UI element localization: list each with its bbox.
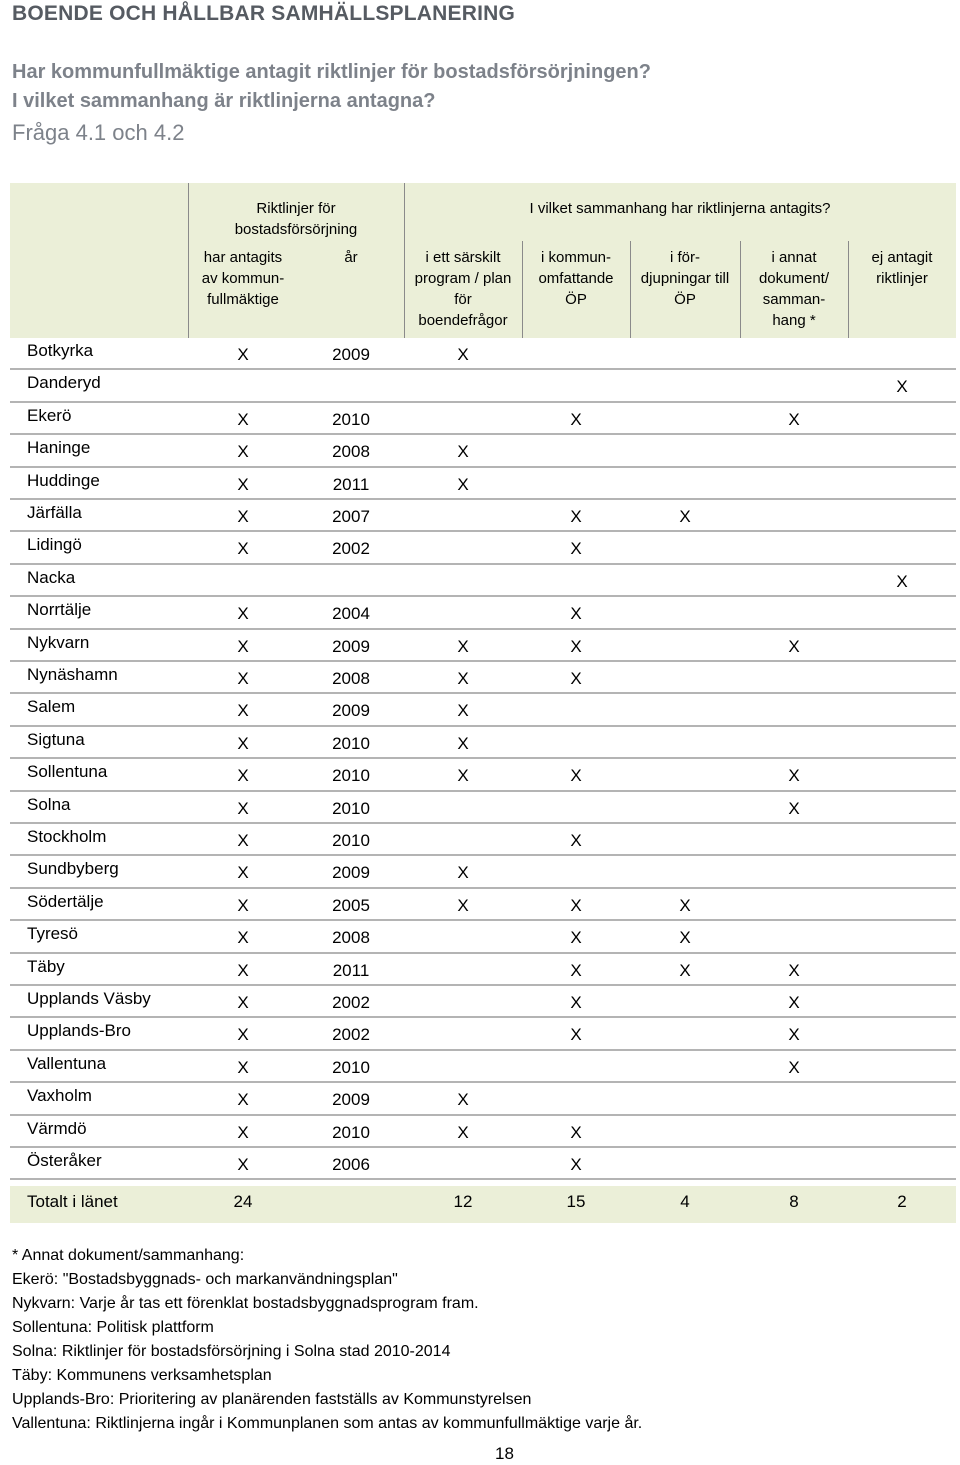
table-cell: X <box>237 474 249 494</box>
table-cell: X <box>788 993 800 1012</box>
municipality-name: Järfälla <box>27 503 82 522</box>
municipality-name: Stockholm <box>27 827 107 846</box>
table-cell: X <box>570 993 582 1012</box>
table-cell: X <box>679 928 691 948</box>
table-cell: X <box>457 863 469 883</box>
table-row <box>10 824 956 856</box>
total-cell: 4 <box>680 1192 690 1211</box>
total-cell: 8 <box>789 1192 799 1211</box>
table-cell: X <box>237 1090 249 1110</box>
municipality-name: Solna <box>27 794 71 814</box>
table-cell: X <box>788 1057 800 1077</box>
municipality-name: Huddinge <box>27 470 100 490</box>
table-cell: X <box>570 831 582 850</box>
table-row <box>10 532 956 564</box>
table-row <box>10 1083 956 1115</box>
table-cell: X <box>237 831 249 850</box>
table-cell: 2006 <box>332 1155 370 1174</box>
municipality-name: Värmdö <box>27 1118 87 1138</box>
table-row <box>10 403 956 435</box>
table-row <box>10 889 956 921</box>
table-cell: X <box>237 669 249 688</box>
footnote-line: Sollentuna: Politisk plattform <box>12 1319 214 1336</box>
table-cell: X <box>237 1025 249 1045</box>
table-cell: X <box>570 636 582 656</box>
table-cell: X <box>237 345 249 364</box>
total-cell: 2 <box>897 1192 907 1211</box>
table-cell: X <box>237 636 249 656</box>
municipality-name: Upplands-Bro <box>27 1021 131 1041</box>
table-cell: X <box>457 636 469 656</box>
table-cell: X <box>457 895 469 915</box>
table-cell: X <box>570 1155 582 1174</box>
table-cell: X <box>237 701 249 721</box>
municipality-name: Nynäshamn <box>27 665 118 684</box>
group1-header: Riktlinjer för bostadsförsörjning <box>234 200 358 238</box>
table-cell: X <box>237 1122 249 1142</box>
table-cell: X <box>457 345 469 364</box>
table-row <box>10 468 956 500</box>
question-line-1: Har kommunfullmäktige antagit riktlinjer för bostadsförsörjningen? <box>12 61 651 83</box>
total-label: Totalt i länet <box>27 1192 118 1211</box>
table-cell: X <box>570 928 582 948</box>
table-cell: X <box>457 442 469 462</box>
table-cell: 2005 <box>332 895 370 915</box>
table-cell: X <box>237 409 249 429</box>
municipality-name: Botkyrka <box>27 341 94 360</box>
column-header-other: i annat dokument/ samman- hang * <box>758 249 830 329</box>
column-header-op: i kommun- omfattande ÖP <box>538 249 614 308</box>
footnote-line: Täby: Kommunens verksamhetsplan <box>12 1367 272 1384</box>
table-cell: X <box>457 733 469 753</box>
municipality-name: Vallentuna <box>27 1053 107 1073</box>
table-cell: 2009 <box>332 1090 370 1110</box>
table-cell: X <box>457 766 469 786</box>
table-cell: X <box>457 1090 469 1110</box>
municipality-name: Ekerö <box>27 405 72 425</box>
column-header-adopted: har antagits av kommun- fullmäktige <box>201 249 285 308</box>
table-cell: X <box>570 539 582 559</box>
table-cell: 2010 <box>332 733 370 753</box>
municipality-name: Täby <box>27 956 65 976</box>
table-cell: X <box>237 539 249 559</box>
table-cell: X <box>237 993 249 1012</box>
table-cell: X <box>237 895 249 915</box>
table-cell: 2011 <box>332 960 370 980</box>
header-background-left <box>10 183 188 338</box>
table-cell: X <box>570 507 582 526</box>
footnote-line: Nykvarn: Varje år tas ett förenklat bostadsbyggnadsprogram fram. <box>12 1295 479 1312</box>
table-cell: X <box>237 863 249 883</box>
table-cell: X <box>570 960 582 980</box>
municipality-name: Danderyd <box>27 373 101 393</box>
table-cell: X <box>457 669 469 688</box>
table-cell: 2009 <box>332 345 370 364</box>
table-cell: X <box>788 1025 800 1045</box>
table-cell: X <box>570 766 582 786</box>
table-row <box>10 597 956 629</box>
table-row <box>10 856 956 888</box>
table-cell: X <box>570 1025 582 1045</box>
municipality-name: Upplands Väsby <box>27 989 151 1008</box>
table-row <box>10 759 956 791</box>
table-cell: X <box>570 409 582 429</box>
table-cell: X <box>237 733 249 753</box>
table-cell: 2010 <box>332 831 370 850</box>
table-row <box>10 370 956 402</box>
table-cell: 2009 <box>332 863 370 883</box>
table-cell: X <box>570 895 582 915</box>
table-row <box>10 921 956 953</box>
table-cell: X <box>237 442 249 462</box>
group2-header: I vilket sammanhang har riktlinjerna antagits? <box>529 200 831 217</box>
table-cell: 2008 <box>332 928 370 948</box>
table-row <box>10 435 956 467</box>
table-cell: X <box>237 928 249 948</box>
table-cell: 2010 <box>332 409 370 429</box>
page-number: 18 <box>495 1444 514 1463</box>
footnote-line: Vallentuna: Riktlinjerna ingår i Kommunplanen som antas av kommunfullmäktige varje år. <box>12 1415 643 1432</box>
table-row <box>10 565 956 597</box>
table-cell: X <box>788 636 800 656</box>
table-cell: 2010 <box>332 1122 370 1142</box>
municipality-name: Tyresö <box>27 924 79 944</box>
table-cell: 2010 <box>332 798 370 818</box>
footnotes <box>12 1244 642 1436</box>
table-row <box>10 338 956 370</box>
total-row <box>10 1186 956 1222</box>
municipality-name: Sundbyberg <box>27 859 119 879</box>
table-row <box>10 1051 956 1083</box>
municipality-name: Haninge <box>27 438 91 458</box>
municipality-name: Österåker <box>27 1151 102 1170</box>
table-cell: 2002 <box>332 1025 370 1045</box>
table-cell: X <box>788 798 800 818</box>
table-cell: 2008 <box>332 669 370 688</box>
total-cell: 15 <box>566 1192 586 1211</box>
table-cell: X <box>237 766 249 786</box>
row-divider <box>10 1178 956 1180</box>
column-header-year: år <box>344 249 358 266</box>
table-row <box>10 792 956 824</box>
table-cell: X <box>679 960 691 980</box>
column-header-not-adopted: ej antagit riktlinjer <box>871 249 933 287</box>
table-cell: X <box>237 798 249 818</box>
table-cell: 2010 <box>332 1057 370 1077</box>
table-cell: 2002 <box>332 993 370 1012</box>
municipality-name: Sollentuna <box>27 762 108 782</box>
municipality-name: Norrtälje <box>27 600 92 620</box>
municipality-name: Nacka <box>27 567 76 587</box>
table-cell: 2011 <box>332 474 370 494</box>
table-cell: 2008 <box>332 442 370 462</box>
table-row <box>10 727 956 759</box>
table-cell: 2009 <box>332 636 370 656</box>
footnote-line: Solna: Riktlinjer för bostadsförsörjning i Solna stad 2010-2014 <box>12 1343 451 1360</box>
footnote-line: Ekerö: "Bostadsbyggnads- och markanvändningsplan" <box>12 1271 398 1288</box>
table-cell: X <box>457 1122 469 1142</box>
table-cell: X <box>457 474 469 494</box>
table-cell: X <box>570 604 582 624</box>
table-cell: X <box>679 507 691 526</box>
table-cell: X <box>788 766 800 786</box>
table-row <box>10 630 956 662</box>
table-cell: 2004 <box>332 604 370 624</box>
table-cell: X <box>237 604 249 624</box>
guidelines-table <box>10 183 956 1223</box>
table-cell: X <box>457 701 469 721</box>
column-header-program: i ett särskilt program / plan för boendefrågor <box>414 249 512 329</box>
table-cell: X <box>570 1122 582 1142</box>
municipality-name: Lidingö <box>27 535 82 555</box>
table-row <box>10 1148 956 1180</box>
table-cell: X <box>788 409 800 429</box>
table-cell: 2009 <box>332 701 370 721</box>
table-row <box>10 954 956 986</box>
question-text <box>12 58 651 116</box>
municipality-name: Salem <box>27 697 76 717</box>
table-cell: X <box>896 571 908 591</box>
table-row <box>10 986 956 1018</box>
table-row <box>10 500 956 532</box>
question-line-2: I vilket sammanhang är riktlinjerna antagna? <box>12 90 436 112</box>
table-row <box>10 662 956 694</box>
table-cell: X <box>237 1057 249 1077</box>
table-cell: 2010 <box>332 766 370 786</box>
table-cell: 2002 <box>332 539 370 559</box>
table-cell: X <box>570 669 582 688</box>
column-header-detailed-op: i för- djupningar till ÖP <box>640 249 730 308</box>
table-cell: X <box>679 895 691 915</box>
municipality-name: Nykvarn <box>27 632 90 652</box>
table-cell: X <box>237 1155 249 1174</box>
footnote-line: Upplands-Bro: Prioritering av planärenden fastställs av Kommunstyrelsen <box>12 1391 532 1408</box>
table-row <box>10 694 956 726</box>
table-cell: X <box>237 507 249 526</box>
municipality-name: Vaxholm <box>27 1086 92 1106</box>
table-cell: X <box>788 960 800 980</box>
table-cell: 2007 <box>332 507 370 526</box>
municipality-name: Sigtuna <box>27 729 85 749</box>
table-row <box>10 1018 956 1050</box>
table-cell: X <box>237 960 249 980</box>
section-title: BOENDE OCH HÅLLBAR SAMHÄLLSPLANERING <box>12 2 516 25</box>
total-cell: 12 <box>453 1192 473 1211</box>
municipality-name: Södertälje <box>27 891 104 911</box>
table-cell: X <box>896 377 908 397</box>
table-row <box>10 1116 956 1148</box>
question-reference: Fråga 4.1 och 4.2 <box>12 120 185 145</box>
footnote-line: * Annat dokument/sammanhang: <box>12 1247 245 1264</box>
total-cell: 24 <box>233 1192 253 1211</box>
